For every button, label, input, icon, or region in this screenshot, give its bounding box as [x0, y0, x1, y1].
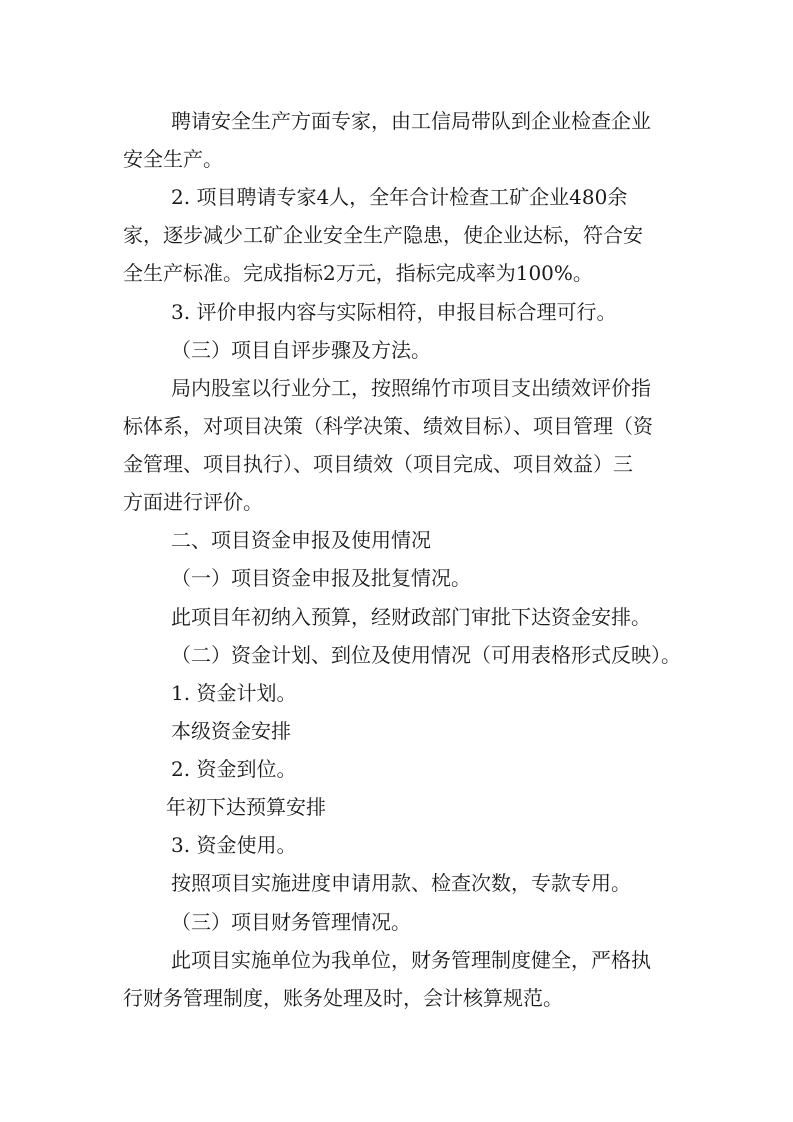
section-heading: 二、项目资金申报及使用情况 [171, 528, 431, 552]
list-item-heading: 2. 资金到位。 [171, 757, 297, 781]
paragraph-line: 此项目年初纳入预算，经财政部门审批下达资金安排。 [171, 605, 651, 629]
paragraph-line: 全生产标准。完成指标2万元，指标完成率为100%。 [123, 261, 593, 285]
paragraph-line: 按照项目实施进度申请用款、检查次数，专款专用。 [171, 871, 631, 895]
paragraph-line: 方面进行评价。 [123, 490, 263, 514]
list-item-heading: 1. 资金计划。 [171, 681, 297, 705]
paragraph-line: 家，逐步减少工矿企业安全生产隐患，使企业达标，符合安 [123, 223, 643, 247]
paragraph-line: 3. 评价申报内容与实际相符，申报目标合理可行。 [171, 300, 617, 324]
paragraph-line: 本级资金安排 [171, 719, 291, 743]
paragraph-line: 聘请安全生产方面专家，由工信局带队到企业检查企业 [171, 109, 651, 133]
paragraph-line: 安全生产。 [123, 147, 223, 171]
list-item-heading: 3. 资金使用。 [171, 833, 297, 857]
paragraph-line: 金管理、项目执行）、项目绩效（项目完成、项目效益）三 [123, 452, 633, 476]
paragraph-line: 年初下达预算安排 [166, 795, 326, 819]
section-heading: （一）项目资金申报及批复情况。 [171, 566, 471, 590]
paragraph-line: 2. 项目聘请专家4人，全年合计检查工矿企业480余 [171, 185, 628, 209]
paragraph-line: 标体系，对项目决策（科学决策、绩效目标）、项目管理（资 [123, 414, 653, 438]
section-heading: （三）项目财务管理情况。 [171, 910, 411, 934]
paragraph-line: 此项目实施单位为我单位，财务管理制度健全，严格执 [171, 948, 651, 972]
paragraph-line: 局内股室以行业分工，按照绵竹市项目支出绩效评价指 [171, 376, 651, 400]
section-heading: （二）资金计划、到位及使用情况（可用表格形式反映）。 [171, 643, 681, 667]
paragraph-line: 行财务管理制度，账务处理及时，会计核算规范。 [123, 986, 563, 1010]
section-heading: （三）项目自评步骤及方法。 [171, 338, 431, 362]
